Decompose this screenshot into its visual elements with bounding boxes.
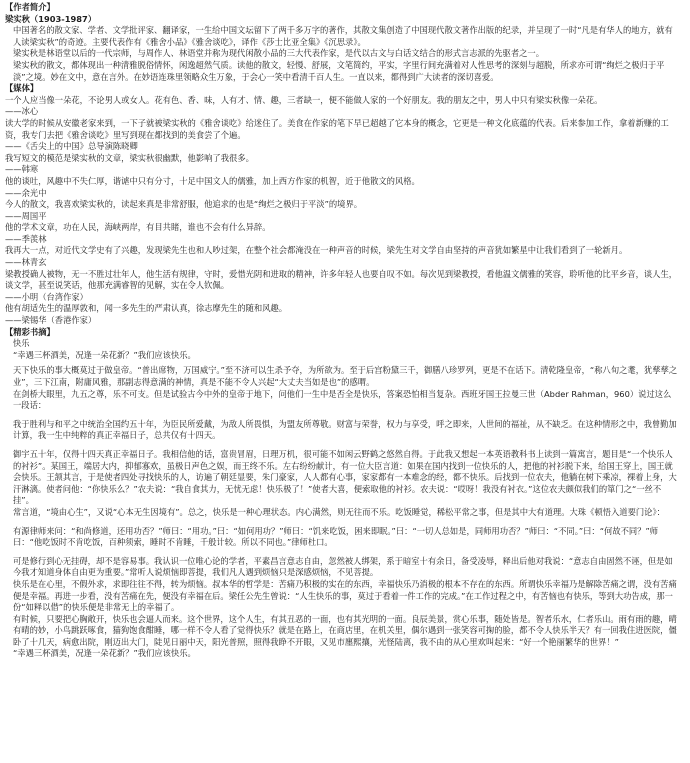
section-heading-author-intro: 【作者简介】 [5, 2, 55, 12]
excerpt-paragraph: 可是修行到心无挂碍，却不是容易事。我认识一位唯心论的学者，平素昌言意志自由，忽然被人绑架，系于暗室十有余日，备受凌辱，释出后他对我说：“意志自由固然不诬，但是如今我才知道身体自由更为重要。”常听人说烦恼即菩提，我们凡人遇到烦恼只是深感烦恼，不见菩提。 [13, 555, 673, 578]
media-quote: 他的学术文章，功在人民，海峡两岸，有目共睹，谁也不会有什么异辞。 [5, 222, 271, 233]
excerpt-paragraph: 在剑桥大眼里，九五之尊，乐不可支。但是试验古今中外的皇帝于地下，问他们一生中是否全是快乐，答案恐怕相当复杂。西班牙国王拉曼三世（Abder Rahman，960）说过这么一段话： [13, 388, 672, 411]
author-name-line: 梁实秋（1903-1987） [5, 13, 97, 24]
excerpt-title: 快乐 [13, 338, 30, 349]
excerpt-paragraph: 有源律师来问：“和尚修道，还用功否？”师曰：“用功。”曰：“如何用功？”师曰：“饥来吃饭，困来即眠。”曰：“一切人总如是，同师用功否？”师曰：“不同。”曰：“何故不同？”师曰：“他吃饭时不肯吃饭，百种须索，睡时不肯睡，千般计较。所以不同也。”律师杜口。 [13, 525, 659, 548]
excerpt-paragraph: 有时候，只要把心胸敞开，快乐也会逼人而来。这个世界，这个人生，有其丑恶的一面，也有其光明的一面。良辰美景，赏心乐事，随处皆是。智者乐水，仁者乐山。雨有雨的趣，晴有晴的妙，小鸟跳跃啄食，猫狗饱食酣睡，哪一样不令人看了觉得快乐？就是在路上，在商店里，在机关里，偶尔遇到一张笑容可掬的脸，都不令人快乐半天？有一回我住进医院，僵卧了十几天，病愈出院，刚迈出大门，陡见日丽中天，阳光普照，照得我睁不开眼，又见市廛熙攘，光怪陆离，我不由的从心里欢叫起来：“好一个艳丽繁华的世界！” [13, 613, 677, 647]
media-quote-signature: ——余光中 [5, 187, 47, 198]
media-quote: 我再大一点，对近代文学史有了兴趣，发现梁先生也和人吵过架，在整个社会都淹没在一种声音的时候，梁先生对文学自由坚持的声音犹如繁星中让我们看到了一轮新月。 [5, 245, 628, 256]
intro-paragraph: 中国著名的散文家、学者、文学批评家、翻译家，一生给中国文坛留下了两千多万字的著作，其散文集创造了中国现代散文著作出版的纪录，并呈现了一时“凡是有华人的地方，就有人读梁实秋”的奇迹。主要代表作有《雅舍小品》《雅舍谈吃》，译作《莎士比亚全集》《沉思录》。 [13, 25, 673, 47]
excerpt-paragraph: 我于胜利与和平之中统治全国约五十年，为臣民所爱戴，为敌人所畏惧，为盟友所尊敬。财富与荣誉，权力与享受，呼之即来，人世间的福祉，从不缺乏。在这种情形之中，我曾勤加计算，我一生中纯粹的真正幸福日子，总共仅有十四天。 [13, 418, 677, 441]
excerpt-paragraph: “幸遇三杯酒美，况逢一朵花新？”我们应该快乐。 [13, 648, 196, 659]
excerpt-paragraph: 快乐是在心里，不假外求，求即往往不得，转为烦恼。叔本华的哲学是：苦痛乃积极的实在的东西，幸福快乐乃消极的根本不存在的东西。所谓快乐幸福乃是解除苦痛之谓，没有苦痛便是幸福。再进一步看，没有苦痛在先，便没有幸福在后。梁任公先生曾说：“人生快乐的事，莫过于看着一件工作的完成。”在工作过程之中，有苦恼也有快乐，等到大功告成，那一份“如释以借”的快乐便是非常无上的幸福了。 [13, 578, 677, 613]
media-quote: 读大学的时候从安徽老家来到，一下子就被梁实秋的《雅舍谈吃》给迷住了。美食在作家的笔下早已超越了它本身的概念，它更是一种文化底蕴的代表。后来参加工作，拿着新赚的工资，我专门去把《雅舍谈吃》里写到现在都找到的美食尝了个遍。 [5, 117, 669, 140]
excerpt-paragraph: “幸遇三杯酒美，况逢一朵花新？”我们应该快乐。 [13, 349, 196, 360]
section-heading-excerpt: 【精彩书摘】 [5, 326, 55, 337]
excerpt-paragraph: 常言道，“境由心生”，又说“心本无生因境有”。总之，快乐是一种心理状态。内心满然，则无往而不乐。吃饭睡觉，稀松平常之事，但是其中大有道理。大珠《顿悟入道要门论》： [13, 506, 665, 517]
intro-paragraph: 梁实秋的散文，都体现出一种清雅脱俗情怀，闲逸超然气质。读他的散文，轻慢、舒展，文笔简约，平实，字里行间充满着对人性思考的深刻与超脱，所求亦可谓“绚烂之极归于平淡”之境。妙在文中，意在言外。在妙语连珠里领略众生万象，于会心一笑中看清千百人生。一直以来，都得到广大读者的深切喜爱。 [13, 59, 665, 82]
media-quote: 他的谈吐，风趣中不失仁厚，谐谑中只有分寸，十足中国文人的儒雅，加上西方作家的机智，近于他散文的风格。 [5, 175, 420, 186]
media-quote-signature: ——小明（台湾作家） [5, 291, 88, 302]
media-quote: 今人的散文，我喜欢梁实秋的，读起来真是非常舒服，他追求的也是“绚烂之极归于平淡”的境界。 [5, 199, 363, 210]
media-quote-signature: ——冰心 [5, 106, 39, 117]
section-heading-media: 【媒体】 [5, 83, 39, 94]
media-quote: 一个人应当像一朵花，不论男人或女人。花有色、香、味，人有才、情、趣，三者缺一，便不能做人家的一个好朋友。我的朋友之中，男人中只有梁实秋像一朵花。 [5, 94, 603, 105]
media-quote-signature: ——梁锡华（香港作家） [5, 315, 97, 326]
media-quote: 梁教授确人被物，无一不胜过壮年人，他生活有规律，守时，爱惜光阴和进取的精神，许多年轻人也要自叹不如。每次见到梁教授，看他温文儒雅的笑容，聆听他的比平乡音，谈人生，谈文学，甚至说笑话，他那充满睿智的见解，实在令人钦佩。 [5, 268, 678, 291]
media-quote-signature: ——林青玄 [5, 257, 47, 268]
media-quote-signature: ——季羡林 [5, 233, 47, 244]
media-quote-signature: ——周国平 [5, 210, 47, 221]
media-quote: 他有胡适先生的温厚敦和，闻一多先生的严肃认真，徐志摩先生的随和风趣。 [5, 303, 288, 314]
media-quote-signature: ——韩寒 [5, 164, 39, 175]
media-quote-signature: ——《舌尖上的中国》总导演陈晓卿 [5, 141, 138, 152]
media-quote: 我写短文的模范是梁实秋的文章，梁实秋很幽默，他影响了我很多。 [5, 152, 254, 163]
excerpt-paragraph: 天下快乐的事大概莫过于做皇帝。“普出席物，万国威宁。”至不济可以生杀予夺，为所欲为。至于后宫粉黛三千，御膳八珍罗列，更是不在话下。清乾隆皇帝，“称八旬之耄，犹孳孳之业”，三下江南，附庸风雅，那副志得意满的神情，真是不能不令人兴起“大丈夫当如是也”的感喟。 [13, 365, 678, 387]
excerpt-paragraph: 御宇五十年，仅得十四天真正幸福日子。我相信他的话，富贵冒眉，日理万机，很可能不如闲云野鹤之悠然自得。于此我又想起一本英语教科书上读到一篇寓言，题目是“一个快乐人的衬衫”。某国王，端居大内，抑郁寡欢，虽极日声色之娱，而王终不乐。左右纷纷献计，有一位大臣言道：如果在国内找到一位快乐的人，把他的衬衫脱下来，给国王穿上，国王就会快乐。王颔其言，于是使者四处寻找快乐的人，访遍了朝廷显要，朱门豪家，人人都有心事，家家都有一本难念的经，都不快乐。后找到一位农夫，他躺在树下乘凉，裸着上身，大汗淋漓。使者问他：“你快乐么？”农夫说：“我自食其力，无忧无虑！快乐极了！”使者大喜，便索取他的衬衫。农夫说：“哎呀！我没有衬衣。”这位农夫颇似我们的箪门之“一丝不挂”。 [13, 448, 677, 506]
intro-paragraph: 梁实秋是林语堂以后的一代宗师，与周作人、林语堂并称为现代闲散小品的三大代表作家，是代以古文与白话文结合的形式言志派的先驱者之一。 [13, 48, 545, 59]
